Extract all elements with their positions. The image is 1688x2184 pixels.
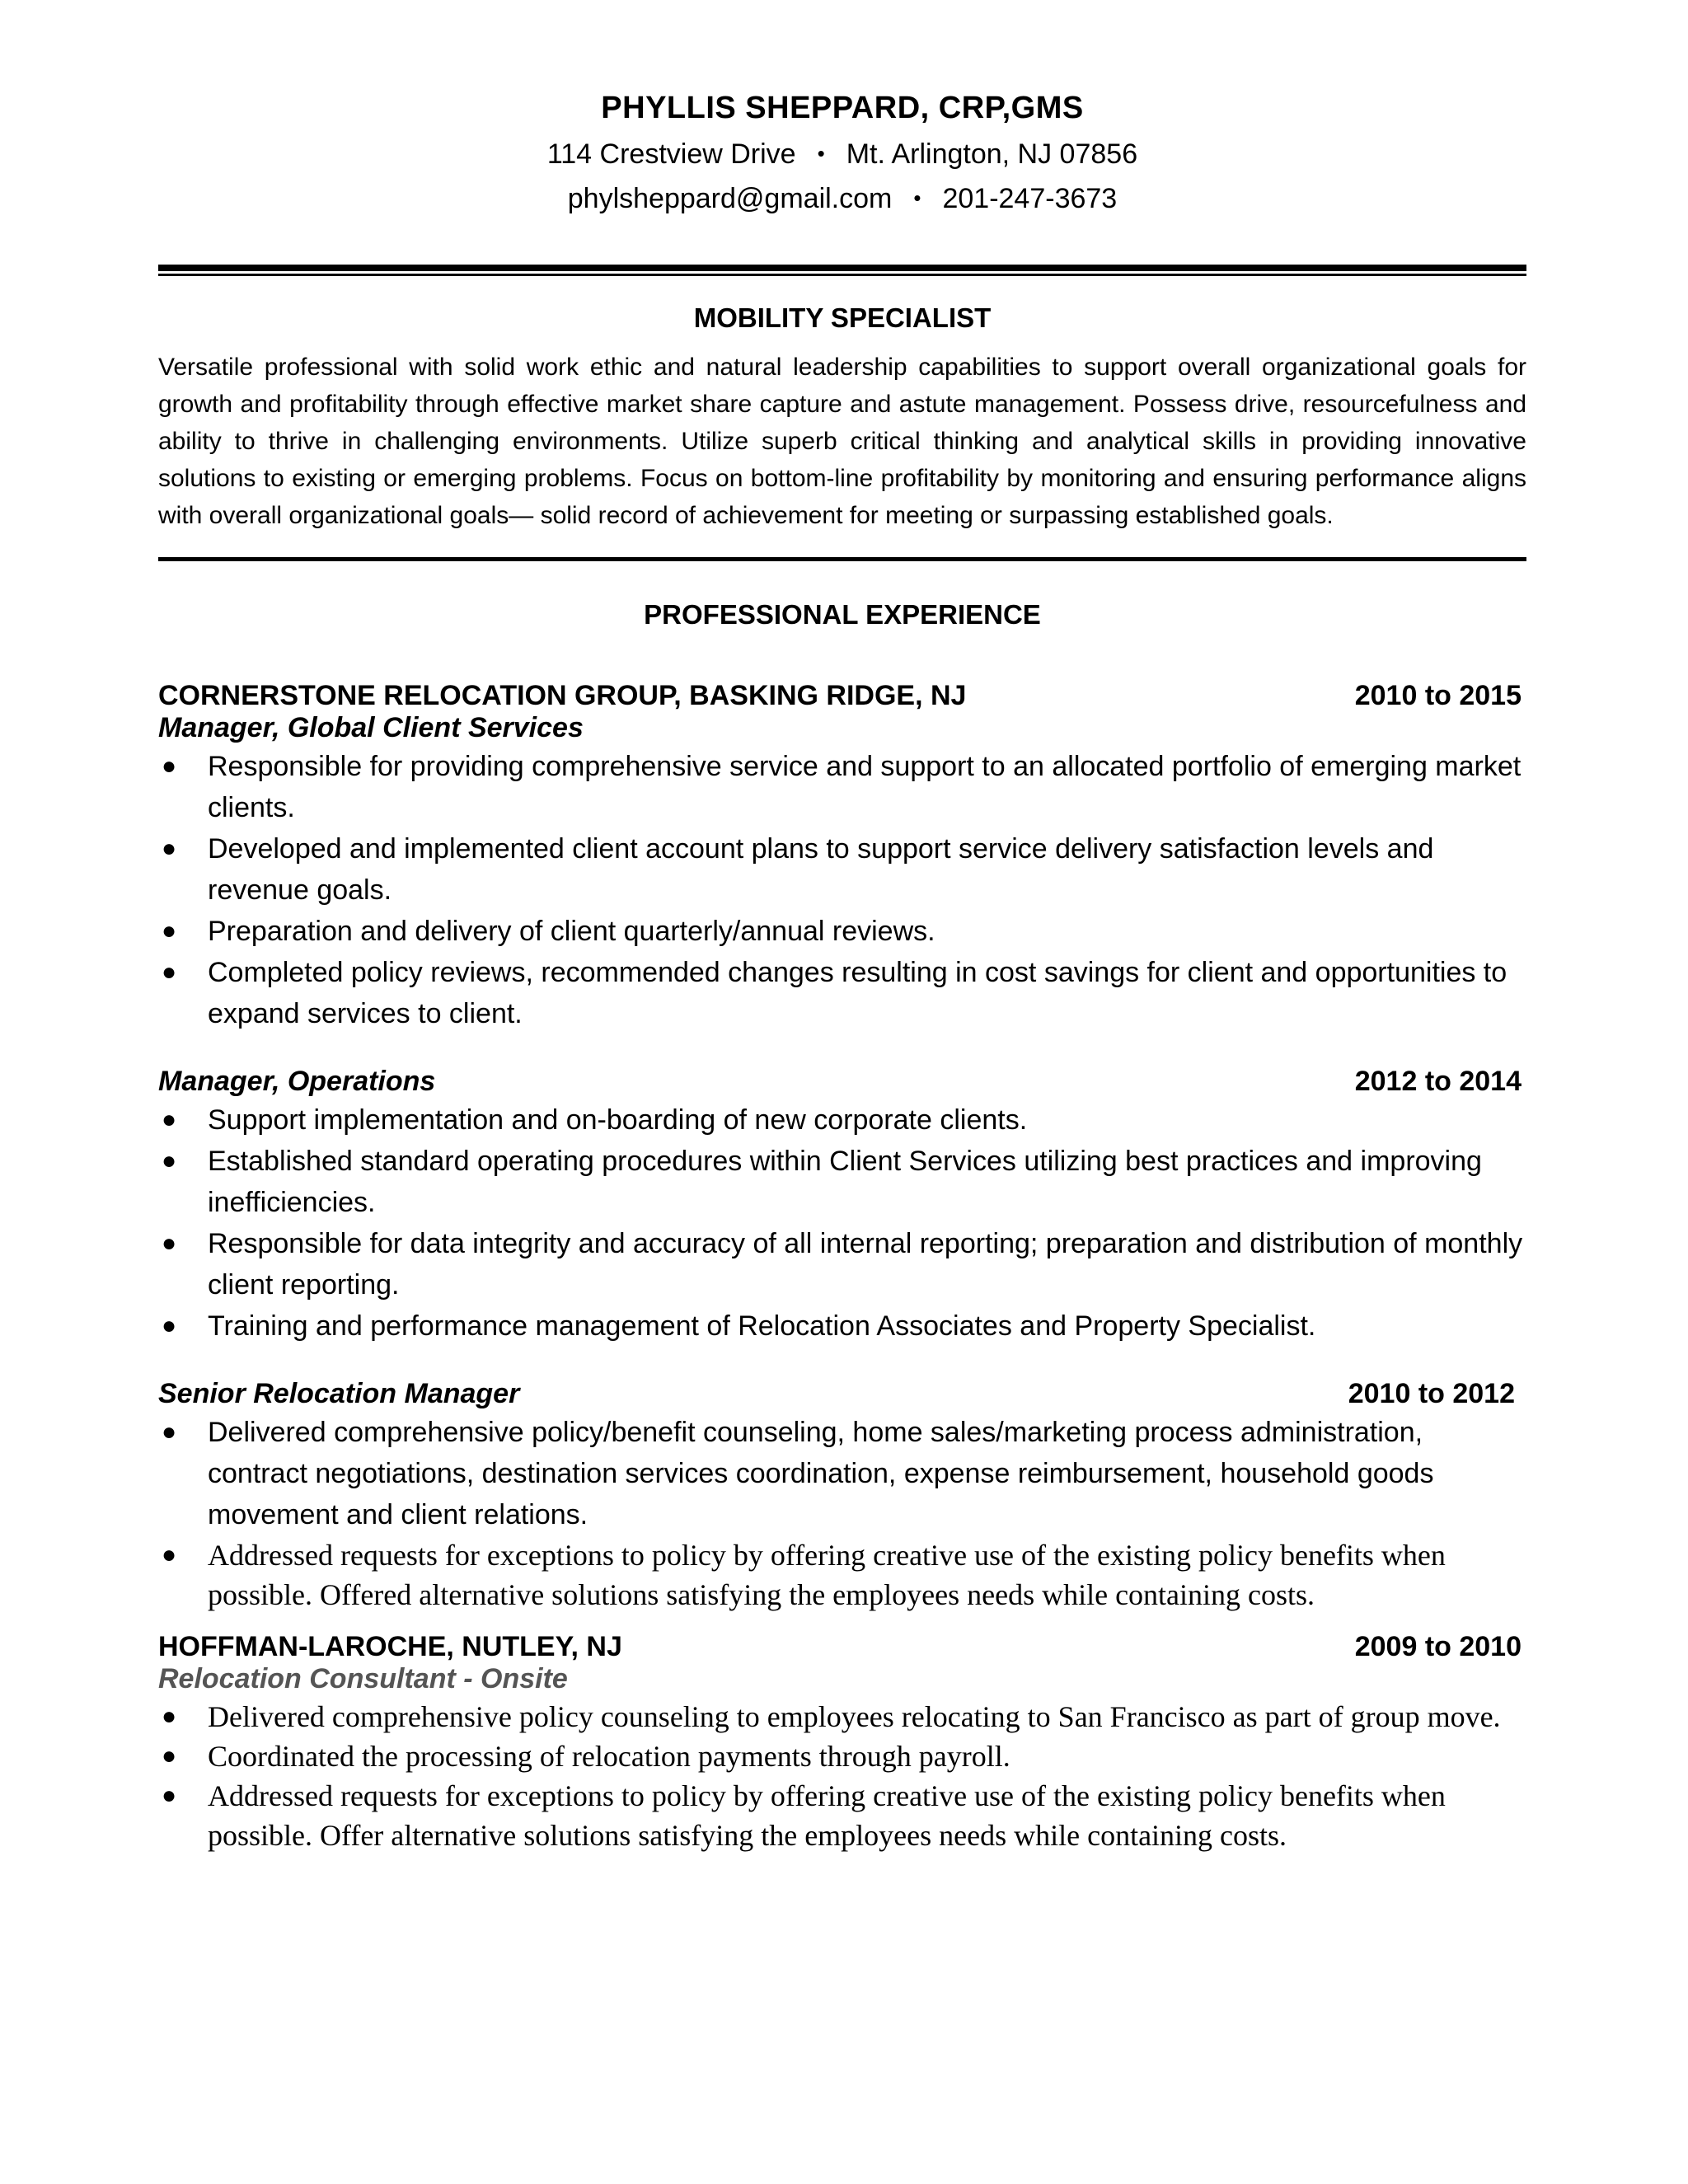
role-bullets (158, 1412, 1526, 1615)
job-hoffman-laroche (158, 1631, 1526, 1855)
email-address: phylsheppard@gmail.com (567, 183, 893, 214)
street-address: 114 Crestview Drive (546, 138, 796, 170)
list-item: ● Addressed requests for exceptions to policy by offering creative use of the existing policy benefits when possible. Offer alternative solutions satisfying the employees needs while containing costs. (162, 1779, 1446, 1852)
list-item: ● Established standard operating procedures within Client Services utilizing best practices and improving inefficiencies. (162, 1146, 1482, 1218)
company-name: HOFFMAN-LAROCHE, NUTLEY, NJ (158, 1631, 622, 1662)
bullet-separator: • (913, 185, 921, 210)
company-row (158, 1631, 1526, 1663)
summary-divider (158, 557, 1526, 561)
summary-text: Versatile professional with solid work ethic and natural leadership capabilities to support overall organizational goals for growth and profitability through effective market share capture and astute management. Possess drive, resourcefulness and ability to thrive in challenging environments. Utilize superb critical thinking and analytical skills in providing innovative solutions to existing or emerging problems. Focus on bottom-line profitability by monitoring and ensuring performance aligns with overall organizational goals— solid record of achievement for meeting or surpassing established goals. (158, 354, 1526, 529)
role-bullets (158, 746, 1526, 1034)
list-item: ● Addressed requests for exceptions to policy by offering creative use of the existing policy benefits when possible. Offered alternative solutions satisfying the employees needs while containing costs. (162, 1539, 1446, 1611)
role-title: Senior Relocation Manager (158, 1378, 520, 1409)
role-bullets (158, 1697, 1526, 1855)
phone-number: 201-247-3673 (942, 183, 1118, 214)
role-row (158, 1378, 1526, 1410)
address-line (158, 133, 1526, 177)
role-title: Relocation Consultant - Onsite (158, 1663, 568, 1694)
list-item: ● Support implementation and on-boarding of new corporate clients. (162, 1104, 1028, 1136)
experience-title: PROFESSIONAL EXPERIENCE (644, 599, 1041, 630)
list-item: ● Responsible for providing comprehensive service and support to an allocated portfolio of emerging market clients. (162, 751, 1522, 823)
role-dates: 2012 to 2014 (1354, 1066, 1522, 1097)
contact-info-line (158, 177, 1526, 222)
resume-header (158, 91, 1526, 222)
list-item: ● Training and performance management of Relocation Associates and Property Specialist. (162, 1310, 1316, 1342)
list-item: ● Developed and implemented client account plans to support service delivery satisfaction levels and revenue goals. (162, 833, 1434, 906)
list-item: ● Delivered comprehensive policy/benefit counseling, home sales/marketing process administration, contract negotiations, destination services coordination, expense reimbursement, household goods movement and client relations. (162, 1417, 1434, 1530)
bullet-separator: • (817, 141, 825, 166)
role-dates: 2010 to 2012 (1348, 1378, 1515, 1409)
list-item: ● Delivered comprehensive policy counseling to employees relocating to San Francisco as part of group move. (162, 1700, 1501, 1733)
role-bullets (158, 1099, 1526, 1347)
company-dates: 2009 to 2010 (1354, 1631, 1522, 1662)
list-item: ● Preparation and delivery of client quarterly/annual reviews. (162, 916, 935, 947)
city-state-zip: Mt. Arlington, NJ 07856 (846, 138, 1138, 170)
header-divider (158, 265, 1526, 278)
company-row (158, 680, 1526, 712)
resume-page (158, 82, 1526, 1855)
list-item: ● Responsible for data integrity and accuracy of all internal reporting; preparation and distribution of monthly client reporting. (162, 1228, 1523, 1301)
list-item: ● Coordinated the processing of relocation payments through payroll. (162, 1740, 1010, 1773)
job-cornerstone (158, 680, 1526, 1615)
role-row (158, 1066, 1526, 1098)
company-dates: 2010 to 2015 (1354, 680, 1522, 711)
role-title: Manager, Global Client Services (158, 712, 584, 743)
company-name: CORNERSTONE RELOCATION GROUP, BASKING RIDGE, NJ (158, 680, 967, 711)
role-title: Manager, Operations (158, 1066, 436, 1097)
candidate-name: PHYLLIS SHEPPARD, CRP,GMS (601, 91, 1084, 125)
summary-title: MOBILITY SPECIALIST (693, 302, 992, 333)
list-item: ● Completed policy reviews, recommended changes resulting in cost savings for client and opportunities to expand services to client. (162, 957, 1507, 1029)
